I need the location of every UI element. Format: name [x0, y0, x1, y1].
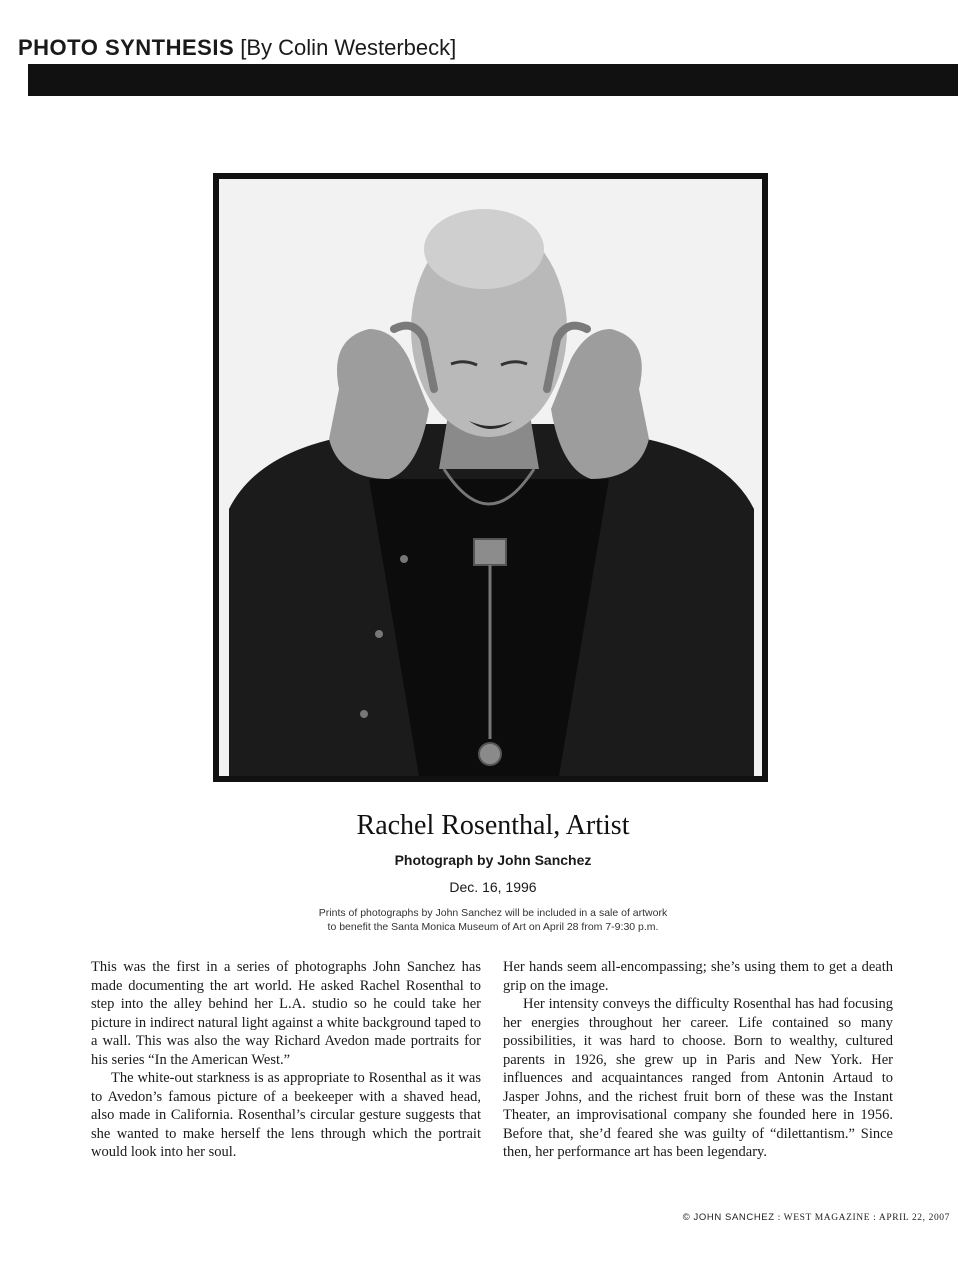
section-title: PHOTO SYNTHESIS	[18, 35, 235, 60]
photo-date: Dec. 16, 1996	[449, 879, 537, 895]
page-footer	[683, 1212, 950, 1223]
portrait-illustration	[219, 179, 762, 776]
caption-note	[0, 906, 972, 934]
photo-credit: Photograph by John Sanchez	[394, 852, 592, 868]
article-column-right	[503, 958, 893, 1162]
caption-note-line: to benefit the Santa Monica Museum of Art on April 28 from 7-9:30 p.m.	[327, 921, 659, 933]
footer-separator: :	[873, 1213, 879, 1223]
article-paragraph: Her intensity conveys the difficulty Rosenthal has had focusing her energies throughout her career. Life contained so many possibilities, it was hard to choose. Born to wealthy, cultured parents in 1926, she grew up in Paris and New York. Her influences and acquaintances ranged from Antonin Artaud to Jasper Johns, and the richest fruit born of these was the Instant Theater, an improvisational company she founded here in 1956. Before that, she’d feared she was guilty of “dilettantism.” Since then, her performance art has been legendary.	[503, 996, 893, 1160]
header-rule	[28, 64, 958, 96]
article-paragraph: This was the first in a series of photographs John Sanchez has made documenting the art world. He asked Rachel Rosenthal to step into the alley behind her L.A. studio so he could take her picture in indirect natural light against a white background taped to a wall. This was also the way Richard Avedon made portraits for his series “In the American West.”	[91, 959, 481, 1068]
portrait-photo	[213, 173, 768, 782]
footer-date: APRIL 22, 2007	[878, 1213, 950, 1223]
article-paragraph: The white-out starkness is as appropriate to Rosenthal as it was to Avedon’s famous picture of a beekeeper with a shaved head, also made in California. Rosenthal’s circular gesture suggests that she wanted to make herself the lens through which the portrait would look into her soul.	[91, 1070, 481, 1160]
article-paragraph: Her hands seem all-encompassing; she’s using them to get a death grip on the image.	[503, 959, 893, 994]
footer-copyright: © JOHN SANCHEZ	[682, 1212, 775, 1223]
byline: [By Colin Westerbeck]	[240, 35, 457, 60]
section-header	[18, 34, 456, 62]
caption-title: Rachel Rosenthal, Artist	[356, 810, 630, 841]
article-column-left	[91, 958, 481, 1162]
caption-note-line: Prints of photographs by John Sanchez will be included in a sale of artwork	[318, 907, 668, 919]
footer-separator: :	[777, 1213, 784, 1223]
footer-publication: WEST MAGAZINE	[783, 1213, 871, 1223]
